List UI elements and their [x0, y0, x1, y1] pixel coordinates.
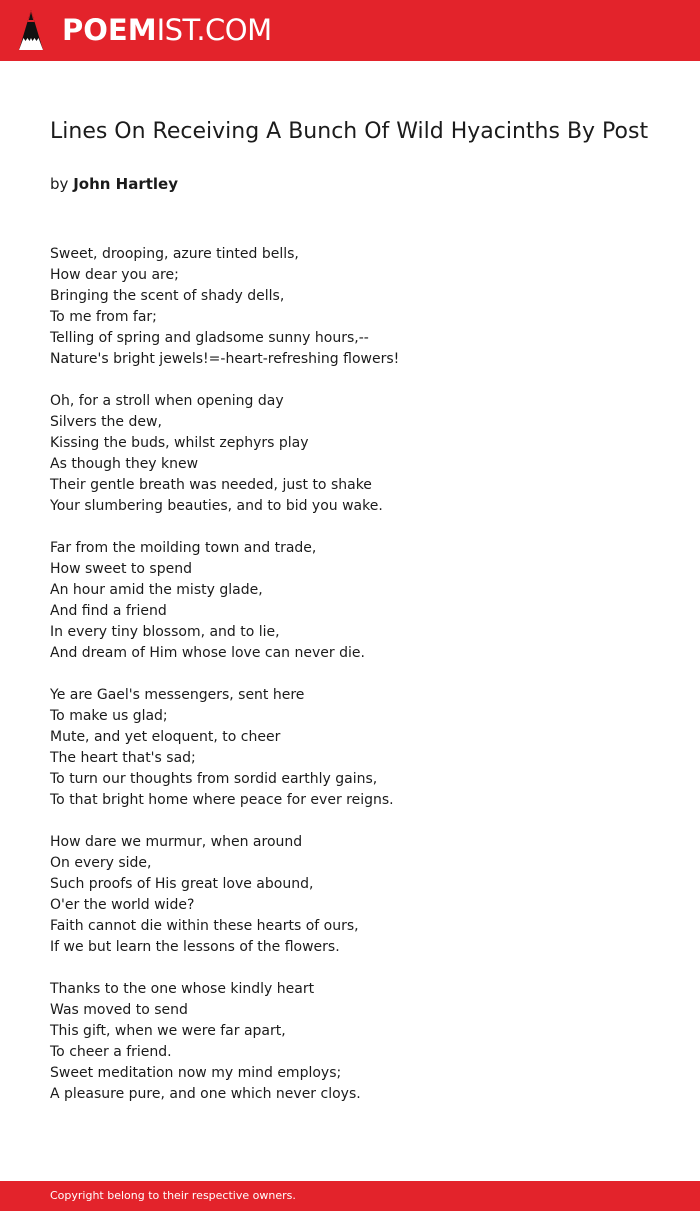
- poem-line: Faith cannot die within these hearts of ours,: [50, 918, 359, 934]
- poem-line: Telling of spring and gladsome sunny hours,--: [50, 330, 369, 346]
- poem-stanza: [50, 832, 670, 958]
- copyright-notice: Copyright belong to their respective owners.: [50, 1189, 296, 1202]
- poem-line: How dare we murmur, when around: [50, 834, 303, 850]
- poem-stanza: [50, 979, 670, 1105]
- poem-line: In every tiny blossom, and to lie,: [50, 624, 280, 640]
- poem-line: How dear you are;: [50, 267, 179, 283]
- poem-line: How sweet to spend: [50, 561, 192, 577]
- poem-line: To that bright home where peace for ever reigns.: [50, 792, 394, 808]
- poem-line: Such proofs of His great love abound,: [50, 876, 314, 892]
- author-name: John Hartley: [73, 175, 178, 193]
- poem-line: O'er the world wide?: [50, 897, 195, 913]
- poem-stanza: [50, 391, 670, 517]
- poem-stanza: [50, 244, 670, 370]
- poem-line: Thanks to the one whose kindly heart: [50, 981, 315, 997]
- poem-stanza: [50, 685, 670, 811]
- poem-line: Mute, and yet eloquent, to cheer: [50, 729, 281, 745]
- poem-line: A pleasure pure, and one which never cloys.: [50, 1086, 361, 1102]
- site-header: [0, 0, 700, 61]
- poem-line: Silvers the dew,: [50, 414, 162, 430]
- poem-line: If we but learn the lessons of the flowers.: [50, 939, 340, 955]
- poem-line: And dream of Him whose love can never die.: [50, 645, 365, 661]
- poem-line: Sweet meditation now my mind employs;: [50, 1065, 342, 1081]
- poem-line: Ye are Gael's messengers, sent here: [50, 687, 305, 703]
- poem-line: Your slumbering beauties, and to bid you wake.: [50, 498, 383, 514]
- poem-line: Nature's bright jewels!=-heart-refreshing flowers!: [50, 351, 400, 367]
- by-label: by: [50, 175, 69, 193]
- logo-bold-text: POEM: [62, 13, 157, 47]
- pencil-icon: [17, 9, 45, 51]
- poem-line: An hour amid the misty glade,: [50, 582, 263, 598]
- poem-line: To me from far;: [50, 309, 157, 325]
- byline: [50, 174, 178, 194]
- poem-stanza: [50, 538, 670, 664]
- poem-line: And find a friend: [50, 603, 167, 619]
- poem-line: As though they knew: [50, 456, 199, 472]
- site-footer: [0, 1181, 700, 1211]
- poem-body: [50, 244, 670, 1126]
- poem-line: Bringing the scent of shady dells,: [50, 288, 285, 304]
- poem-line: Sweet, drooping, azure tinted bells,: [50, 246, 299, 262]
- poem-line: To make us glad;: [50, 708, 168, 724]
- site-logo[interactable]: [62, 13, 272, 47]
- poem-title: Lines On Receiving A Bunch Of Wild Hyacinths By Post: [50, 119, 649, 144]
- poem-line: Their gentle breath was needed, just to shake: [50, 477, 372, 493]
- poem-line: Oh, for a stroll when opening day: [50, 393, 284, 409]
- poem-line: This gift, when we were far apart,: [50, 1023, 286, 1039]
- poem-line: To turn our thoughts from sordid earthly gains,: [50, 771, 378, 787]
- poem-line: Kissing the buds, whilst zephyrs play: [50, 435, 309, 451]
- poem-line: The heart that's sad;: [50, 750, 196, 766]
- poem-line: Far from the moilding town and trade,: [50, 540, 317, 556]
- logo-light-text: IST.COM: [156, 13, 272, 47]
- poem-line: To cheer a friend.: [50, 1044, 172, 1060]
- poem-line: Was moved to send: [50, 1002, 188, 1018]
- poem-line: On every side,: [50, 855, 152, 871]
